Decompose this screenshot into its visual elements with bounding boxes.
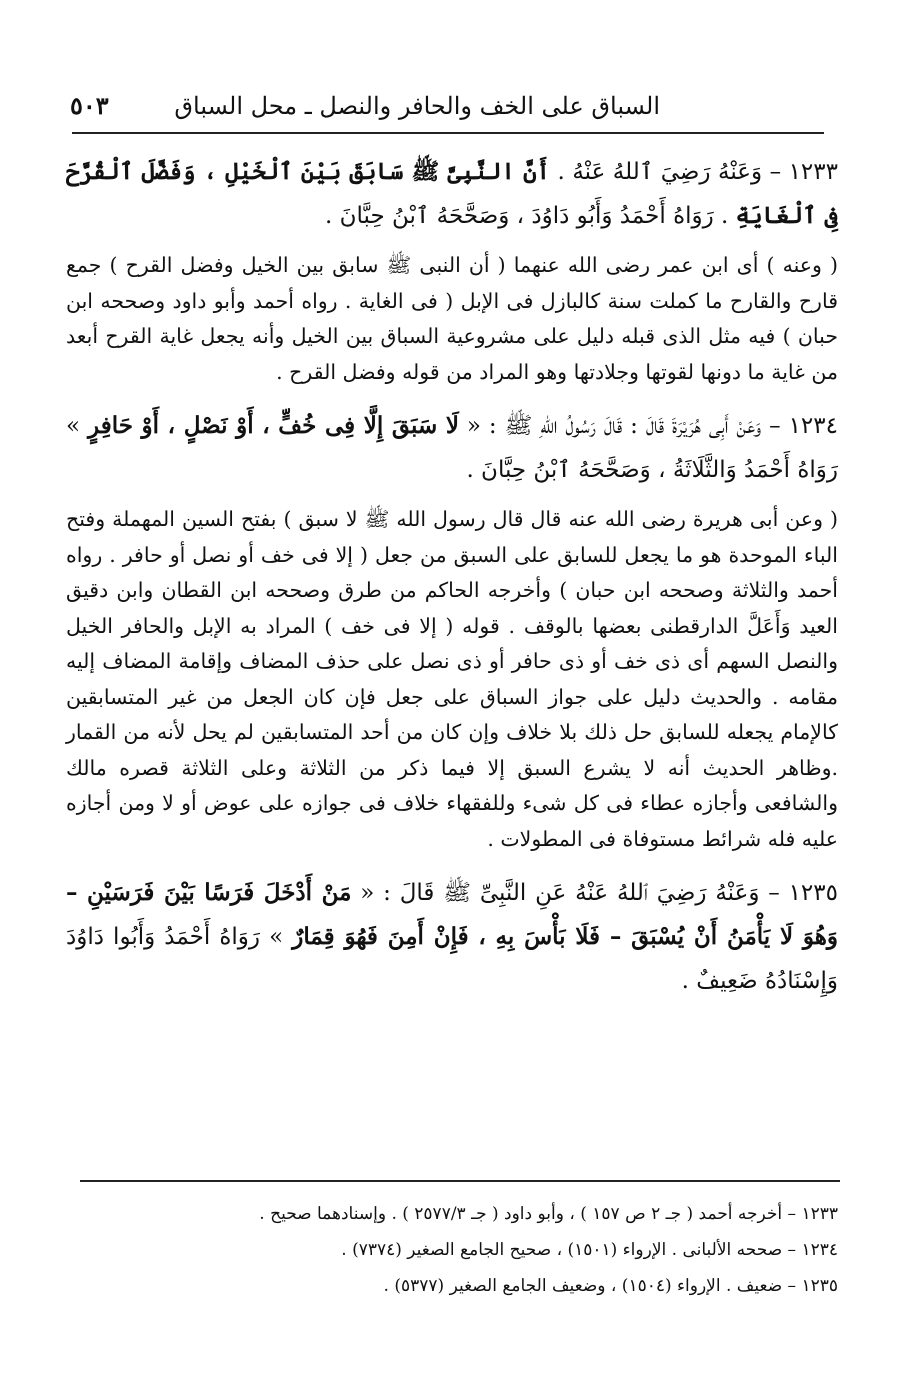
hadith-matn: لَا سَبَقَ إِلَّا فِى خُفٍّ ، أَوْ نَصْلٍ ، أَوْ حَافِرٍ	[88, 412, 459, 439]
hadith-number: ١٢٣٥ –	[759, 880, 838, 906]
hadith-1233	[66, 150, 838, 238]
hadith-1234	[66, 404, 838, 492]
hadith-takhrij: . رَوَاهُ أَحْمَدُ وَأَبُو دَاوُدَ ، وَصَحَّحَهُ ٱبْنُ حِبَّانَ .	[325, 203, 736, 229]
hadith-takhrij: » رَوَاهُ أَحْمَدُ وَأَبُوا دَاوُدَ وَإِسْنَادُهُ ضَعِيفٌ .	[66, 924, 838, 994]
main-text	[66, 150, 838, 1013]
hadith-matn: مَنْ أَدْخَلَ فَرَسًا بَيْنَ فَرَسَيْنِ – وَهُوَ لَا يَأْمَنُ أَنْ يُسْبَقَ – فَلَا بَأْسَ بِهِ ، فَإِنْ أَمِنَ فَهُوَ قِمَارٌ	[66, 879, 838, 950]
footnote-1233: ١٢٣٣ – أخرجه أحمد ( جـ ٢ ص ١٥٧ ) ، وأبو داود ( جـ ٢٥٧٧/٣ ) . وإسنادهما صحيح .	[259, 1204, 838, 1224]
header-title: السباق على الخف والحافر والنصل ـ محل السباق	[174, 92, 660, 120]
hadith-1235	[66, 871, 838, 1003]
header-divider	[72, 132, 824, 134]
hadith-intro: وَعَنْ أَبِى هُرَيْرَةَ قَالَ : قَالَ رَسُولُ اللهِ ﷺ : «	[459, 413, 762, 439]
footnote-1235: ١٢٣٥ – ضعيف . الإرواء (١٥٠٤) ، وضعيف الجامع الصغير (٥٣٧٧) .	[383, 1276, 838, 1296]
hadith-takhrij: » رَوَاهُ أَحْمَدُ وَالثَّلَاثَةُ ، وَصَحَّحَهُ ٱبْنُ حِبَّانَ .	[66, 413, 838, 483]
hadith-number: ١٢٣٤ –	[761, 413, 838, 439]
footnote-divider	[80, 1180, 840, 1182]
commentary-1233: ( وعنه ) أى ابن عمر رضى الله عنهما ( أن النبى ﷺ سابق بين الخيل وفضل القرح ) جمع قارح والقارح ما كملت سنة كالبازل فى الإبل ( فى الغاية . رواه أحمد وأبو داود وصححه ابن حبان ) فيه مثل الذى قبله دليل على مشروعية السباق بين الخيل وأنه يجعل غاية القرح أبعد من غاية ما دونها لقوتها وجلادتها وهو المراد من قوله وفضل القرح .	[66, 253, 838, 384]
hadith-intro: وَعَنْهُ رَضِيَ ٱللهُ عَنْهُ .	[550, 159, 763, 185]
footnote-1234: ١٢٣٤ – صححه الألبانى . الإرواء (١٥٠١) ، صحيح الجامع الصغير (٧٣٧٤) .	[341, 1240, 838, 1260]
hadith-intro: وَعَنْهُ رَضِيَ ٱللهُ عَنْهُ عَنِ النَّبِىِّ ﷺ قَالَ : «	[351, 880, 760, 906]
page-number: ٥٠٣	[70, 91, 109, 120]
hadith-number: ١٢٣٣ –	[762, 159, 838, 185]
footnotes	[66, 1196, 838, 1304]
hadith-matn: أَنَّ النَّبِىَّ ﷺ سَابَقَ بَيْنَ ٱلْخَيْلِ ، وَفَضَّلَ ٱلْقُرَّحَ فِى ٱلْغَايَةِ	[66, 158, 838, 229]
running-header	[70, 88, 830, 128]
commentary-1234: ( وعن أبى هريرة رضى الله عنه قال قال رسول الله ﷺ لا سبق ) بفتح السين المهملة وفتح الباء الموحدة هو ما يجعل للسابق على السبق من جعل ( إلا فى خف أو نصل أو حافر . رواه أحمد والثلاثة وصححه ابن حبان ) وأخرجه الحاكم من طرق وصححه ابن القطان وابن دقيق العيد وَأَعَلَّ الدارقطنى بعضها بالوقف . قوله ( إلا فى خف ) المراد به الإبل والحافر الخيل والنصل السهم أى ذى خف أو ذى حافر أو ذى نصل على حذف المضاف وإقامة المضاف إليه مقامه . والحديث دليل على جواز السباق على جعل فإن كان الجعل من غير المتسابقين كالإمام يجعله للسابق حل ذلك بلا خلاف وإن كان من أحد المتسابقين لم يحل لأنه من القمار .وظاهر الحديث أنه لا يشرع السبق إلا فيما ذكر من الثلاثة وعلى الثلاثة قصره مالك والشافعى وأجازه عطاء فى كل شىء وللفقهاء خلاف فى جوازه على عوض أو لا ومن أجازه عليه فله شرائط مستوفاة فى المطولات .	[66, 507, 838, 851]
